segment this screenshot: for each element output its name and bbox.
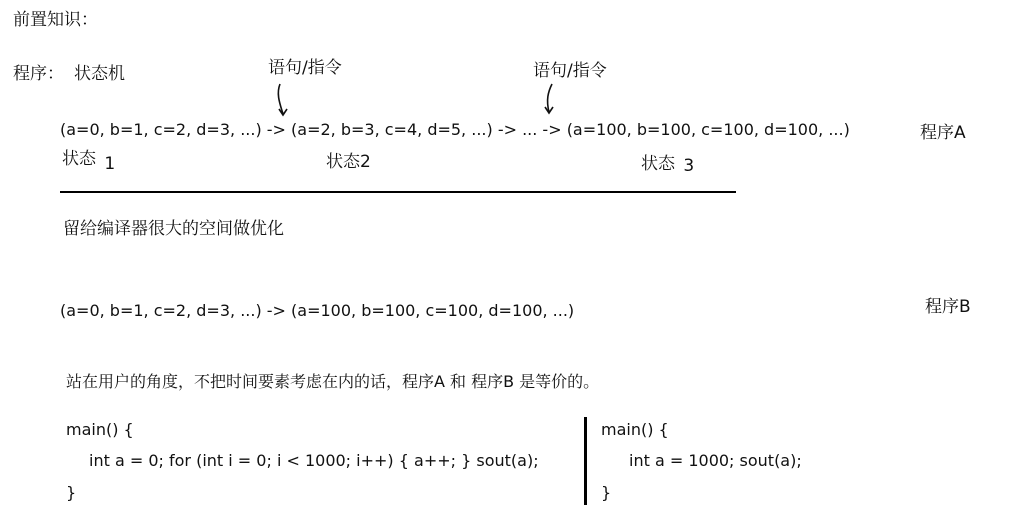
code-b-line-2: int a = 1000; sout(a); [629, 451, 802, 470]
code-b-line-3: } [601, 483, 612, 502]
instruction-label-2: 语句/指令 [533, 61, 607, 81]
program-b-name: 程序B [925, 297, 971, 317]
program-label: 程序： [13, 64, 64, 84]
optimize-note: 留给编译器很大的空间做优化 [63, 219, 284, 239]
state-1-label [62, 149, 116, 174]
state-3-label [641, 154, 695, 176]
code-a-line-3: } [66, 483, 77, 502]
equivalence-note: 站在用户的角度，不把时间要素考虑在内的话，程序A 和 程序B 是等价的。 [66, 372, 600, 391]
program-a-states: (a=0, b=1, c=2, d=3, ...) -> (a=2, b=3, c=4, d=5, ...) -> ... -> (a=100, b=100, c=100, d=100, ...) [60, 120, 850, 139]
prereq-title: 前置知识： [13, 10, 98, 30]
state-2-label: 状态2 [326, 152, 371, 172]
instruction-arrow-2 [540, 82, 560, 122]
divider-line [60, 191, 736, 193]
state-3-number: 3 [683, 156, 695, 176]
state-1-text: 状态 [62, 149, 96, 169]
instruction-label-1: 语句/指令 [268, 58, 342, 78]
instruction-arrow-1 [272, 82, 292, 122]
code-separator [584, 417, 587, 505]
code-a-line-1: main() { [66, 420, 134, 439]
state-machine-label: 状态机 [74, 64, 125, 84]
state-1-number: 1 [104, 154, 116, 174]
program-a-name: 程序A [920, 123, 966, 143]
code-a-line-2: int a = 0; for (int i = 0; i < 1000; i++) { a++; } sout(a); [89, 451, 539, 470]
code-b-line-1: main() { [601, 420, 669, 439]
program-b-states: (a=0, b=1, c=2, d=3, ...) -> (a=100, b=100, c=100, d=100, ...) [60, 301, 575, 320]
state-3-text: 状态 [641, 154, 675, 174]
